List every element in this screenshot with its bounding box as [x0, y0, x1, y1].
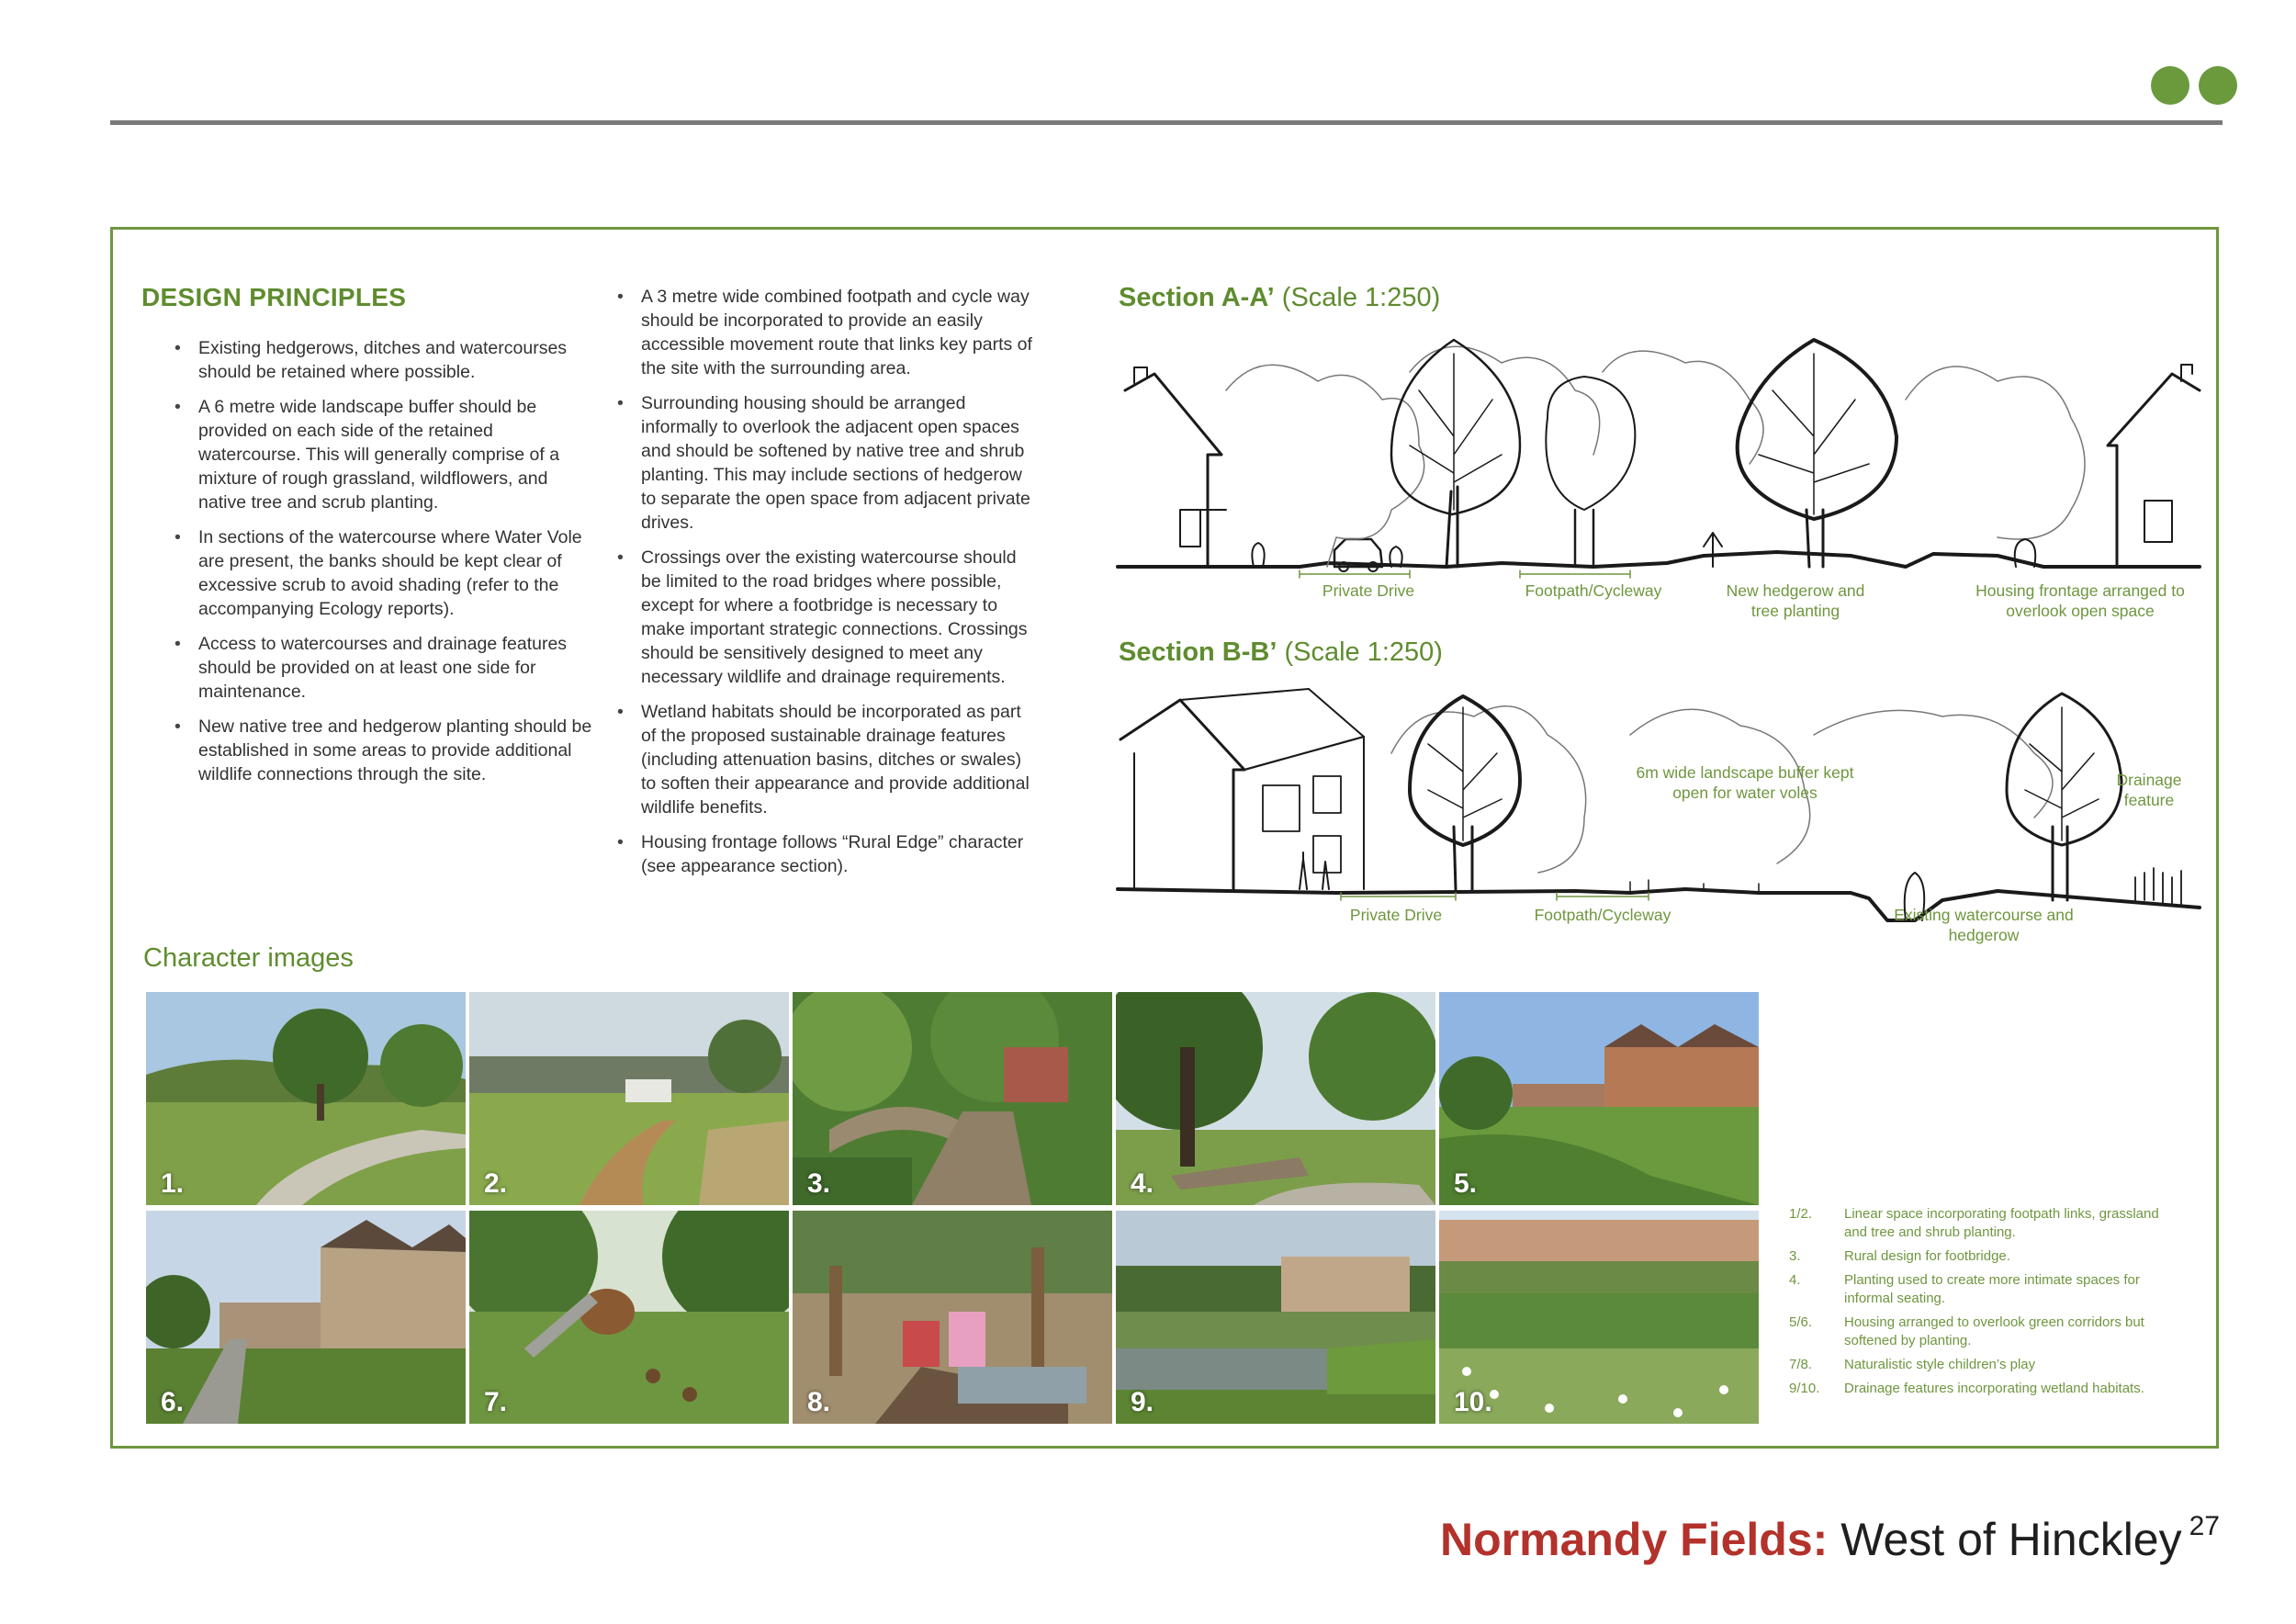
character-photo — [469, 992, 789, 1205]
character-images-title: Character images — [143, 943, 354, 973]
principle-item: • Access to watercourses and drainage features should be provided on at least one side for maintenance. — [174, 632, 592, 704]
legend-key: 9/10. — [1789, 1381, 1820, 1396]
design-principles-list-1 — [174, 336, 592, 797]
legend-row — [1789, 1314, 2175, 1350]
principle-item: • A 6 metre wide landscape buffer should be provided on each side of the retained watercourse. This will generally comprise of a mixture of rough grassland, wildflowers, and native tree and scrub planting. — [174, 395, 592, 514]
legend-text: Rural design for footbridge. — [1844, 1248, 2010, 1264]
character-photo — [1439, 1211, 1759, 1424]
section-b-label: Existing watercourse and hedgerow — [1894, 906, 2074, 944]
legend-text: Drainage features incorporating wetland habitats. — [1844, 1381, 2144, 1396]
character-photo — [793, 992, 1112, 1205]
page-number: 27 — [2189, 1511, 2220, 1541]
section-a-label: Footpath/Cycleway — [1525, 581, 1662, 600]
principle-item: • Crossings over the existing watercourse should be limited to the road bridges where possible, except for where a footbridge is necessary to make important strategic connections. Crossings should be sensitively designed to meet any necessary wildlife and drainage requirements. — [617, 546, 1040, 689]
character-photo — [469, 1211, 789, 1424]
section-a-label: Private Drive — [1322, 581, 1415, 600]
character-photo — [793, 1211, 1112, 1424]
section-b-label: Footpath/Cycleway — [1534, 906, 1671, 924]
section-a-sketch — [1116, 326, 2204, 579]
section-b-scale: (Scale 1:250) — [1284, 637, 1443, 667]
legend-row — [1789, 1356, 2175, 1374]
design-principles-list-2 — [617, 285, 1040, 889]
section-b-sketch — [1116, 680, 2204, 928]
photo-number: 7. — [484, 1387, 508, 1417]
section-b-title — [1119, 637, 1443, 668]
legend-key: 7/8. — [1789, 1357, 1813, 1372]
footer-place: West of Hinckley — [1840, 1514, 2182, 1565]
legend-text: Housing arranged to overlook green corridors but softened by planting. — [1844, 1314, 2144, 1348]
principle-item: • In sections of the watercourse where Water Vole are present, the banks should be kept clear of excessive scrub to avoid shading (refer to the accompanying Ecology reports). — [174, 525, 592, 621]
legend-text: Planting used to create more intimate spaces for informal seating. — [1844, 1272, 2140, 1306]
photo-number: 6. — [161, 1387, 185, 1417]
photo-number: 2. — [484, 1168, 508, 1199]
character-photo — [1116, 992, 1435, 1205]
legend-row — [1789, 1205, 2175, 1242]
section-a-label: Housing frontage arranged to overlook open space — [1975, 581, 2185, 620]
photo-number: 10. — [1454, 1387, 1492, 1417]
principle-item: • Existing hedgerows, ditches and watercourses should be retained where possible. — [174, 336, 592, 384]
photo-number: 9. — [1131, 1387, 1154, 1417]
page-footer — [1440, 1511, 2220, 1566]
footer-brand: Normandy Fields: — [1440, 1514, 1829, 1565]
legend-text: Naturalistic style children’s play — [1844, 1357, 2036, 1372]
section-b-name: Section B-B’ — [1119, 637, 1277, 667]
legend-row — [1789, 1247, 2175, 1266]
legend-key: 3. — [1789, 1248, 1801, 1264]
section-b-label: Drainage feature — [2116, 771, 2182, 809]
legend-row — [1789, 1271, 2175, 1308]
photo-number: 4. — [1131, 1168, 1154, 1199]
photo-number: 8. — [807, 1387, 831, 1417]
section-a-scale: (Scale 1:250) — [1281, 283, 1441, 312]
legend-key: 4. — [1789, 1272, 1801, 1288]
section-b-label: Private Drive — [1349, 906, 1443, 924]
character-photo — [1439, 992, 1759, 1205]
photo-number: 1. — [161, 1168, 185, 1199]
legend-key: 5/6. — [1789, 1314, 1813, 1330]
design-principles-title: DESIGN PRINCIPLES — [141, 283, 407, 311]
photo-number: 5. — [1454, 1168, 1478, 1199]
character-photo — [1116, 1211, 1435, 1424]
section-a-name: Section A-A’ — [1119, 283, 1275, 312]
principle-item: • New native tree and hedgerow planting should be established in some areas to provide additional wildlife connections through the site. — [174, 715, 592, 786]
section-a-label: New hedgerow and tree planting — [1726, 581, 1865, 620]
section-b-label: 6m wide landscape buffer kept open for water voles — [1636, 763, 1854, 802]
section-a-title — [1119, 283, 1440, 313]
character-photo — [146, 1211, 466, 1424]
brand-dot-icon — [2151, 66, 2189, 105]
legend-row — [1789, 1380, 2175, 1398]
character-photo — [146, 992, 466, 1205]
legend-text: Linear space incorporating footpath links, grassland and tree and shrub planting. — [1844, 1206, 2159, 1240]
header-rule — [110, 120, 2223, 125]
principle-item: • Surrounding housing should be arranged informally to overlook the adjacent open spaces and should be softened by native tree and shrub planting. This may include sections of hedgerow to separate the open space from adjacent private drives. — [617, 391, 1040, 535]
photo-legend — [1789, 1205, 2175, 1404]
principle-item: • A 3 metre wide combined footpath and cycle way should be incorporated to provide an easily accessible movement route that links key parts of the site with the surrounding area. — [617, 285, 1040, 380]
principle-item: • Housing frontage follows “Rural Edge” character (see appearance section). — [617, 830, 1040, 878]
legend-key: 1/2. — [1789, 1206, 1813, 1222]
photo-number: 3. — [807, 1168, 831, 1199]
principle-item: • Wetland habitats should be incorporated as part of the proposed sustainable drainage features (including attenuation basins, ditches or swales) to soften their appearance and provide additional wildlife benefits. — [617, 700, 1040, 819]
brand-dot-icon — [2199, 66, 2237, 105]
